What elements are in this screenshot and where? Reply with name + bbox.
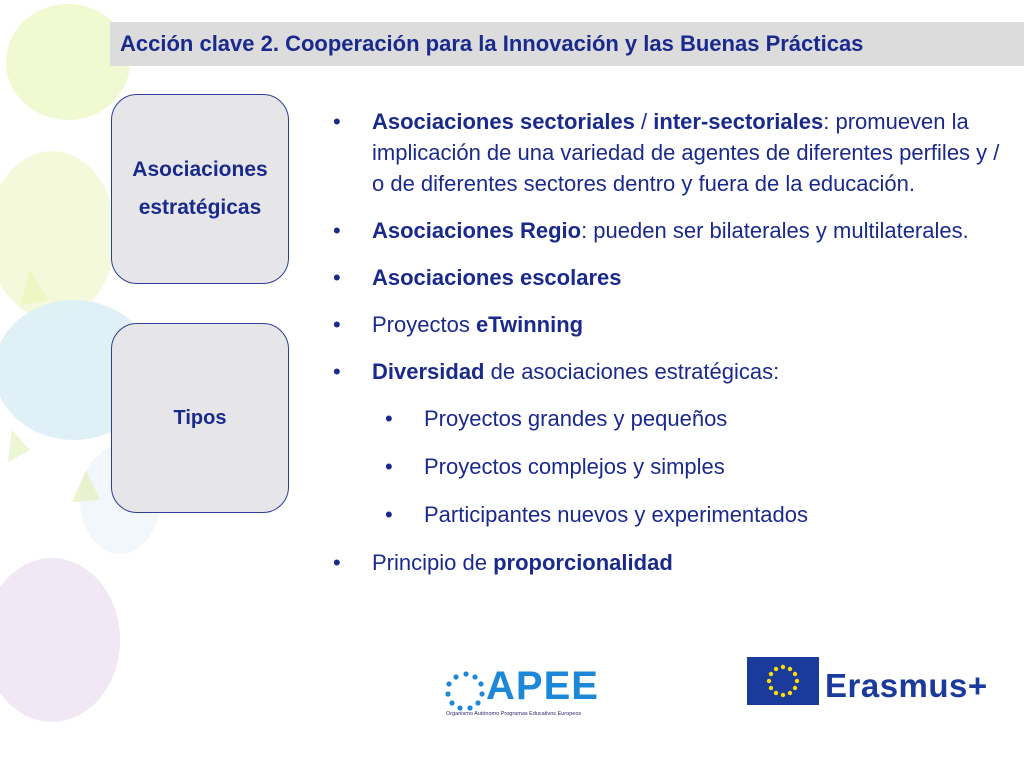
bullet-icon: • bbox=[333, 265, 341, 290]
side-box-label: estratégicas bbox=[138, 196, 262, 219]
side-box-tipos bbox=[111, 323, 289, 513]
sub-list-item: • Proyectos complejos y simples bbox=[333, 451, 1003, 482]
list-item: • Asociaciones escolares bbox=[333, 262, 1003, 293]
list-item: • Asociaciones sectoriales / inter-sectoriales: promueven la implicación de una variedad de agentes de diferentes perfiles y / o de diferentes sectores dentro y fuera de la educación. bbox=[333, 106, 1003, 199]
side-box-label: Asociaciones bbox=[132, 158, 268, 181]
sub-list-item: • Proyectos grandes y pequeños bbox=[333, 403, 1003, 434]
bullet-list bbox=[333, 106, 1003, 594]
bullet-icon: • bbox=[385, 502, 393, 527]
list-item: • Principio de proporcionalidad bbox=[333, 547, 1003, 578]
title-bar bbox=[110, 22, 1024, 66]
bullet-icon: • bbox=[333, 312, 341, 337]
bullet-icon: • bbox=[385, 454, 393, 479]
bullet-icon: • bbox=[333, 218, 341, 243]
side-box-label: Tipos bbox=[173, 406, 227, 429]
side-box-asociaciones bbox=[111, 94, 289, 284]
eu-flag-icon bbox=[747, 657, 819, 705]
erasmus-logo-text: Erasmus+ bbox=[825, 667, 988, 704]
list-item: • Proyectos eTwinning bbox=[333, 309, 1003, 340]
slide-title: Acción clave 2. Cooperación para la Innovación y las Buenas Prácticas bbox=[120, 31, 864, 56]
apee-logo bbox=[444, 664, 614, 724]
apee-logo-text: APEE bbox=[486, 664, 599, 708]
bullet-icon: • bbox=[385, 406, 393, 431]
sub-list-item: • Participantes nuevos y experimentados bbox=[333, 499, 1003, 530]
list-item: • Diversidad de asociaciones estratégicas: bbox=[333, 356, 1003, 387]
erasmus-logo bbox=[747, 657, 987, 709]
bullet-icon: • bbox=[333, 109, 341, 134]
apee-tagline: Organismo Autónomo Programas Educativos Europeos bbox=[446, 711, 582, 717]
bullet-icon: • bbox=[333, 359, 341, 384]
list-item: • Asociaciones Regio: pueden ser bilaterales y multilaterales. bbox=[333, 215, 1003, 246]
bullet-icon: • bbox=[333, 550, 341, 575]
